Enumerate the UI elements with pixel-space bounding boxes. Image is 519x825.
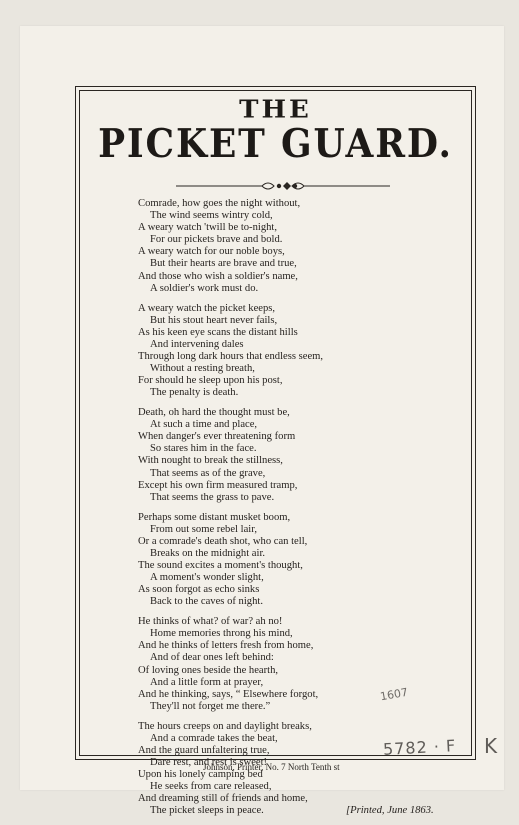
poem-line: Dare rest, and rest is sweet! [150,757,268,769]
printed-date-note: [Printed, June 1863. [346,805,434,817]
poem-line: Back to the caves of night. [150,596,263,608]
poem-line: And he thinking, says, “ Elsewhere forgot, [138,688,319,700]
poem-line: Without a resting breath, [150,363,255,375]
poem-line: The penalty is death. [150,387,239,399]
poem-line: A weary watch 'twill be to-night, [138,222,278,234]
poem-stanza [138,512,463,609]
poem-line: And he thinks of letters fresh from home, [138,640,314,652]
title-the: THE [239,95,312,125]
poem-line: So stares him in the face. [150,443,257,455]
poem-stanza [138,303,463,400]
poem-line: A weary watch the picket keeps, [138,302,276,314]
poem-line [138,805,463,817]
broadside-sheet [20,26,504,817]
poem-line: At such a time and place, [150,419,258,431]
poem-line: But his stout heart never fails, [150,314,278,326]
poem-line: And of dear ones left behind: [150,652,274,664]
poem-line-text: The picket sleeps in peace. [150,805,264,817]
poem-line: Upon his lonely camping bed [138,769,263,781]
poem-line: As his keen eye scans the distant hills [138,326,298,338]
poem-stanza [138,616,463,713]
poem-line: Death, oh hard the thought must be, [138,407,290,419]
ornament-divider-icon [176,179,390,193]
poem-line: When danger's ever threatening form [138,431,296,443]
poem-line: The sound excites a moment's thought, [138,560,303,572]
poem-line: Of loving ones beside the hearth, [138,664,279,676]
poem-stanza [138,198,463,295]
handwritten-initial: K [484,734,498,758]
handwritten-year: 1607 [379,685,409,704]
poem-line: Home memories throng his mind, [150,628,293,640]
poem-line: Except his own firm measured tramp, [138,479,298,491]
poem-line: And intervening dales [150,338,244,350]
page-title: PICKET GUARD. [98,121,453,167]
poem-line: He thinks of what? of war? ah no! [138,616,283,628]
poem-line: Or a comrade's death shot, who can tell, [138,535,308,547]
poem-line: And those who wish a soldier's name, [138,270,298,282]
poem-line: With nought to break the stillness, [138,455,283,467]
poem-line: From out some rebel lair, [150,523,257,535]
poem-stanza [138,407,463,504]
poem-body [138,198,463,825]
poem-line: Through long dark hours that endless seem, [138,350,324,362]
poem-line: A weary watch for our noble boys, [138,246,285,258]
poem-line: A moment's wonder slight, [150,572,264,584]
poem-line: The hours creeps on and daylight breaks, [138,720,312,732]
poem-line: As soon forgot as echo sinks [138,584,260,596]
poem-line: That seems the grass to pave. [150,491,275,503]
poem-line: Breaks on the midnight air. [150,547,266,559]
handwritten-catalog-number: 5782 · F [382,736,457,759]
poem-line: For should he sleep upon his post, [138,375,283,387]
poem-line: Comrade, how goes the night without, [138,198,301,209]
poem-line: And a comrade takes the beat, [150,732,278,744]
poem-line: He seeks from care released, [150,781,272,793]
poem-line: A soldier's work must do. [150,282,259,294]
poem-line: Perhaps some distant musket boom, [138,511,291,523]
poem-line: They'll not forget me there.” [150,700,271,712]
poem-line: The wind seems wintry cold, [150,210,273,222]
printer-imprint: Johnson, Printer, No. 7 North Tenth st [203,762,340,772]
poem-line: And dreaming still of friends and home, [138,793,308,805]
poem-line: That seems as of the grave, [150,467,266,479]
poem-line: And the guard unfaltering true, [138,744,270,756]
poem-line: And a little form at prayer, [150,676,264,688]
poem-line: But their hearts are brave and true, [150,258,297,270]
poem-line: For our pickets brave and bold. [150,234,283,246]
